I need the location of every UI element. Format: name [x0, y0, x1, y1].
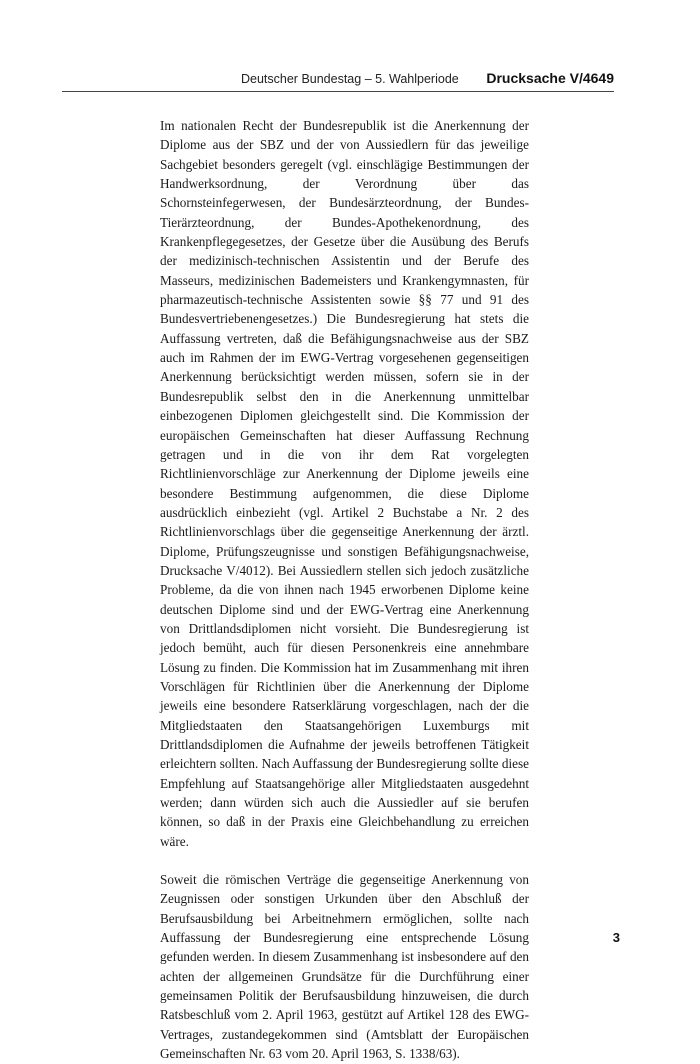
- page-number: 3: [612, 930, 620, 945]
- document-number: Drucksache V/4649: [486, 70, 614, 86]
- page-header: [0, 72, 700, 92]
- header-divider: [62, 91, 614, 92]
- paragraph: Soweit die römischen Verträge die gegenseitige Anerkennung von Zeugnissen oder sonstigen Urkunden über den Abschluß der Berufsausbildung bei Arbeitnehmern ermöglichen, sollte nach Auffassung der Bundesregierung eine entsprechende Lösung gefunden werden. In diesem Zusammenhang ist insbesondere auf den achten der allgemeinen Grundsätze für die Durchführung einer gemeinsamen Politik der Berufsausbildung hinzuweisen, die durch Ratsbeschluß vom 2. April 1963, gestützt auf Artikel 128 des EWG-Vertrages, zustandegekommen sind (Amtsblatt der Europäischen Gemeinschaften Nr. 63 vom 20. April 1963, S. 1338/63).: [160, 872, 529, 1062]
- body-text: [160, 116, 529, 1064]
- paragraph: Im nationalen Recht der Bundesrepublik ist die Anerkennung der Diplome aus der SBZ und der von Aussiedlern für das jeweilige Sachgebiet besonders geregelt (vgl. einschlägige Bestimmungen der Handwerksordnung, der Verordnung über das Schornsteinfegerwesen, der Bundesärzteordnung, der Bundes-Tierärzteordnung, der Bundes-Apothekenordnung, des Krankenpflegegesetzes, der Gesetze über die Ausübung des Berufs der medizinisch-technischen Assistentin und der Berufe des Masseurs, medizinischen Bademeisters und Krankengymnasten, für pharmazeutisch-technische Assistenten sowie §§ 77 und 91 des Bundesvertriebenengesetzes.) Die Bundesregierung hat stets die Auffassung vertreten, daß die Befähigungsnachweise aus der SBZ auch im Rahmen der im EWG-Vertrag vorgesehenen gegenseitigen Anerkennung berücksichtigt werden müssen, sofern sie in der Bundesrepublik selbst den in die Anerkennung unmittelbar einbezogenen Diplomen gleichgestellt sind. Die Kommission der europäischen Gemeinschaften hat dieser Auffassung Rechnung getragen und in die von ihr dem Rat vorgelegten Richtlinienvorschläge zur Anerkennung der Diplome jeweils eine besondere Bestimmung aufgenommen, die diese Diplome ausdrücklich einbezieht (vgl. Artikel 2 Buchstabe a Nr. 2 des Richtlinienvorschlags über die gegenseitige Anerkennung der ärztl. Diplome, Prüfungszeugnisse und sonstigen Befähigungsnachweise, Drucksache V/4012). Bei Aussiedlern stellen sich jedoch zusätzliche Probleme, da die von ihnen nach 1945 erworbenen Diplome keine deutschen Diplome sind und der EWG-Vertrag eine Anerkennung von Drittlandsdiplomen nicht vorsieht. Die Bundesregierung ist jedoch bemüht, auch für diesen Personenkreis eine annehmbare Lösung zu finden. Die Kommission hat im Zusammenhang mit ihren Vorschlägen für Richtlinien über die Anerkennung der Diplome jeweils eine besondere Ratserklärung vorgeschlagen, nach der die Mitgliedstaaten den Staatsangehörigen Luxemburgs mit Drittlandsdiplomen die Aufnahme der jeweils betroffenen Tätigkeit erleichtern sollten. Nach Auffassung der Bundesregierung sollte diese Empfehlung auf Staatsangehörige aller Mitgliedstaaten ausgedehnt werden; dann würden sich auch die Aussiedler auf sie berufen können, so daß in der Praxis eine Gleichbehandlung zu erreichen wäre.: [160, 118, 529, 849]
- header-title: Deutscher Bundestag – 5. Wahlperiode: [241, 72, 459, 86]
